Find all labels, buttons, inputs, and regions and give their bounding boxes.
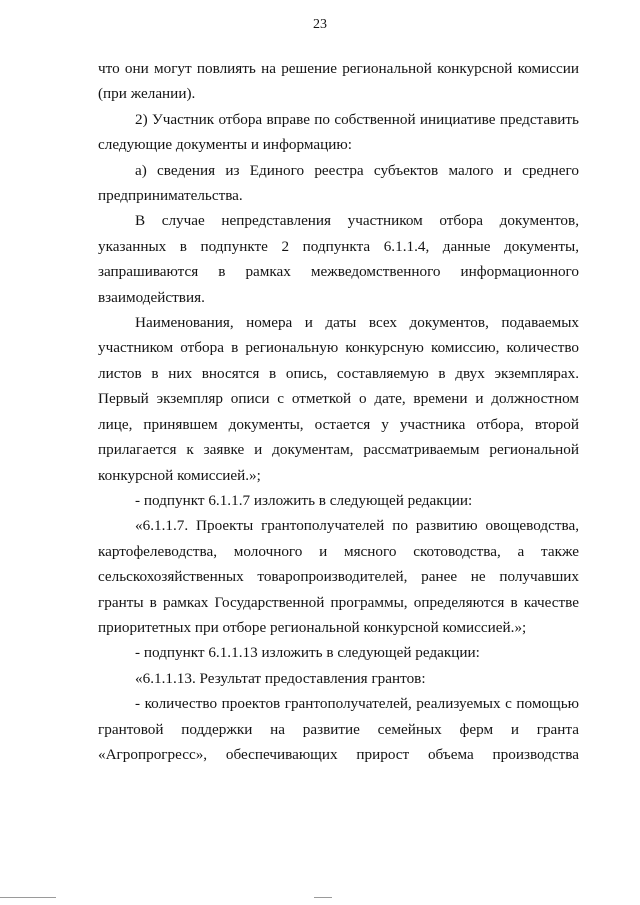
footer-rule-left	[0, 897, 56, 898]
paragraph-2: 2) Участник отбора вправе по собственной инициативе представить следующие документы и информацию:	[98, 110, 579, 154]
paragraph-10: - количество проектов грантополучателей, реализуемых с помощью грантовой поддержки на развитие семейных ферм и гранта «Агропрогресс», обеспечивающих прирост объема производства	[98, 695, 579, 763]
paragraph-3: а) сведения из Единого реестра субъектов малого и среднего предпринимательства.	[98, 161, 579, 205]
paragraph-4: В случае непредставления участником отбора документов, указанных в подпункте 2 подпункта 6.1.1.4, данные документы, запрашиваются в рамках межведомственного информационного взаимодействия.	[98, 212, 579, 306]
paragraph-5: Наименования, номера и даты всех документов, подаваемых участником отбора в региональную конкурсную комиссию, количество листов в них вносятся в опись, составляемую в двух экземплярах. Первый экземпляр описи с отметкой о дате, времени и должностном лице, принявшем документы, остается у участника отбора, второй прилагается к заявке и документам, рассматриваемым региональной конкурсной комиссией.»;	[98, 314, 579, 484]
page-number: 23	[313, 17, 327, 32]
document-body	[98, 56, 579, 767]
paragraph-9: «6.1.1.13. Результат предоставления грантов:	[135, 669, 426, 687]
paragraph-6: - подпункт 6.1.1.7 изложить в следующей редакции:	[135, 491, 473, 509]
paragraph-8: - подпункт 6.1.1.13 изложить в следующей редакции:	[135, 644, 480, 662]
footer-rule-center	[314, 897, 332, 898]
paragraph-1: что они могут повлиять на решение региональной конкурсной комиссии (при желании).	[98, 60, 579, 103]
paragraph-7: «6.1.1.7. Проекты грантополучателей по развитию овощеводства, картофелеводства, молочного и мясного скотоводства, а также сельскохозяйственных товаропроизводителей, ранее не получавших гранты в рамках Государственной программы, определяются в качестве приоритетных при отборе региональной конкурсной комиссией.»;	[98, 517, 579, 636]
